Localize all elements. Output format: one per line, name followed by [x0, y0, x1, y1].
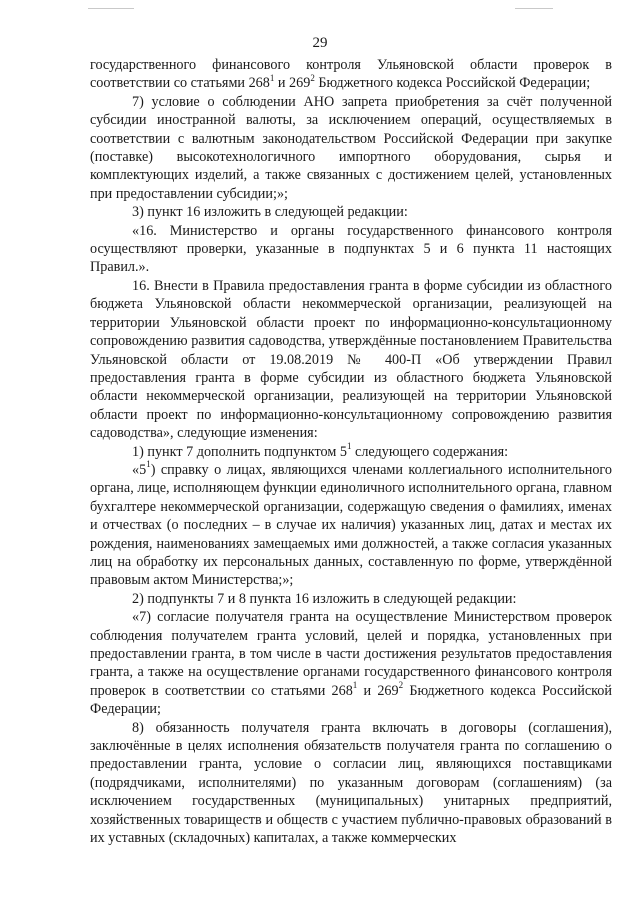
paragraph-text: следующего содержания:	[351, 443, 509, 460]
paragraph-text: «16. Министерство и органы государственного финансового контроля осуществляют проверки, указанные в подпунктах 5 и 6 пункта 11 настоящих Правил.».	[90, 222, 612, 276]
paragraph-text: 2) подпункты 7 и 8 пункта 16 изложить в следующей редакции:	[132, 590, 517, 607]
superscript: 1	[146, 459, 151, 470]
superscript: 2	[310, 72, 315, 83]
paragraph	[90, 222, 612, 277]
paragraph-text: и 269	[274, 75, 311, 92]
document-body	[90, 56, 612, 847]
paragraph-text: Бюджетного кодекса Российской Федерации;	[314, 75, 591, 92]
paragraph	[90, 56, 612, 93]
superscript: 1	[346, 440, 352, 451]
paragraph-text: 1) пункт 7 дополнить подпунктом 5	[132, 443, 347, 460]
paragraph-text: 3) пункт 16 изложить в следующей редакции:	[132, 204, 408, 221]
paragraph-text: государственного финансового контроля Ульяновской области проверок в соответствии со статьями 268	[90, 57, 612, 92]
paragraph	[90, 93, 612, 203]
paragraph-text: и 269	[357, 682, 399, 699]
paragraph-text: «7) согласие получателя гранта на осуществление Министерством проверок соблюдения получателем гранта условий, целей и порядка, установленных при предоставлении гранта, в том числе в части достижения результатов предоставления гранта, а также на осуществление органами государственного финансового контроля проверок в соответствии со статьями 268	[90, 609, 612, 699]
superscript: 2	[398, 680, 404, 691]
superscript: 1	[269, 72, 275, 83]
paragraph-text: ) справку о лицах, являющихся членами коллегиального исполнительного органа, лице, исполняющем функции единоличного исполнительного органа, главном бухгалтере некоммерческой организации, содержащую сведения о фамилиях, именах и отчествах (о последних – в случае их наличия) указанных лиц, датах и местах их рождения, наименованиях замещаемых ими должностей, а также согласия указанных лиц на обработку их персональных данных, составленную по форме, утверждённой правовым актом Министерства;»;	[90, 461, 612, 589]
paragraph	[90, 461, 612, 590]
scan-artifact	[88, 8, 134, 9]
paragraph-text: 8) обязанность получателя гранта включать в договоры (соглашения), заключённые в целях исполнения обязательств получателя гранта по соглашению о предоставлении гранта, условие о согласии лиц, являющихся поставщиками (подрядчиками, исполнителями) по указанным договорам (соглашениям) (за исключением государственных (муниципальных) унитарных предприятий, хозяйственных товариществ и обществ с участием публично-правовых образований в их уставных (складочных) капиталах, а также коммерческих	[90, 719, 612, 847]
paragraph	[90, 203, 612, 221]
page-number: 29	[312, 35, 328, 51]
superscript: 1	[352, 680, 358, 691]
scan-artifact	[515, 8, 553, 9]
paragraph	[90, 590, 612, 608]
paragraph-text: 16. Внести в Правила предоставления гранта в форме субсидии из областного бюджета Ульяновской области некоммерческой организации, реализующей на территории Ульяновской области проект по информационно-консультационному сопровождению развития садоводства, утверждённые постановлением Правительства Ульяновской области от 19.08.2019 № 400-П «Об утверждении Правил предоставления гранта в форме субсидии из областного бюджета Ульяновской области некоммерческой организации, реализующей на территории Ульяновской области проект по информационно-консультационному сопровождению развития садоводства», следующие изменения:	[90, 277, 612, 442]
paragraph	[90, 440, 612, 461]
paragraph	[90, 719, 612, 848]
paragraph	[90, 277, 612, 443]
paragraph-text: Бюджетного кодекса Российской Федерации;	[90, 682, 612, 718]
paragraph	[90, 608, 612, 718]
paragraph-text: 7) условие о соблюдении АНО запрета приобретения за счёт полученной субсидии иностранной валюты, за исключением операций, осуществляемых в соответствии с валютным законодательством Российской Федерации при закупке (поставке) высокотехнологичного импортного оборудования, сырья и комплектующих изделий, а также связанных с достижением целей, установленных при предоставлении субсидии;»;	[90, 93, 612, 202]
paragraph-text: «5	[132, 461, 147, 478]
